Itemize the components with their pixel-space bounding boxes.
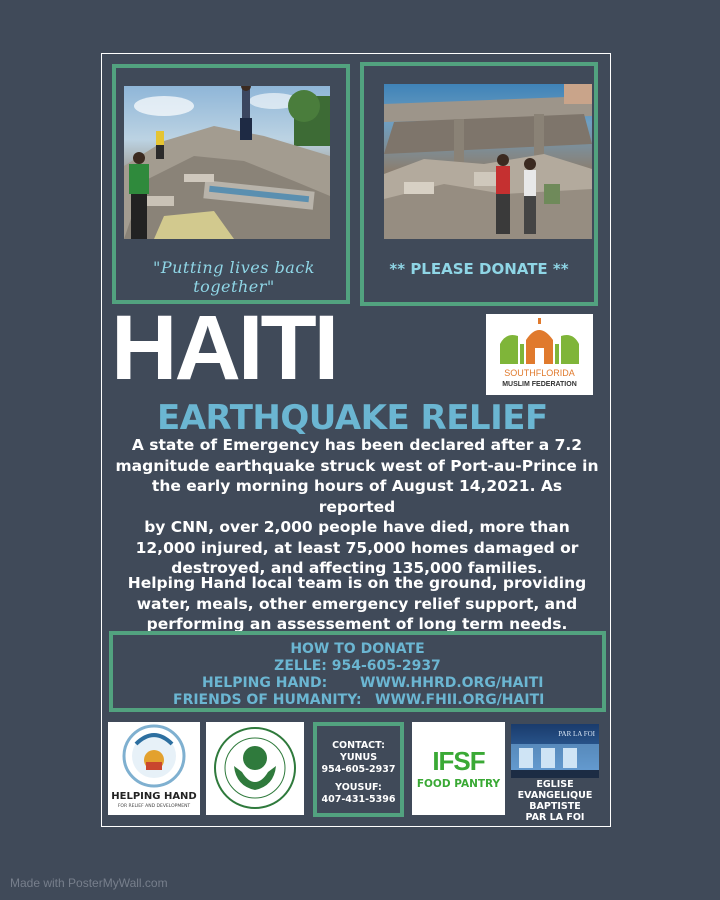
friends-of-humanity-url[interactable]: WWW.FHII.ORG/HAITI bbox=[375, 692, 545, 708]
church-label-line1: EGLISE bbox=[536, 779, 574, 790]
helping-hand-subcaption: FOR RELIEF AND DEVELOPMENT bbox=[117, 804, 191, 809]
postermywall-watermark[interactable]: Made with PosterMyWall.com bbox=[10, 876, 168, 890]
contact-heading: CONTACT: bbox=[332, 740, 385, 751]
friends-of-humanity-hands-globe-icon bbox=[206, 722, 304, 815]
helping-hand-caption: HELPING HAND bbox=[111, 791, 197, 802]
contact-phone-yousuf: 407-431-5396 bbox=[321, 794, 396, 805]
paragraph-line: water, meals, other emergency relief support, and bbox=[136, 594, 578, 613]
paragraph-line: the early morning hours of August 14,2021. As reported bbox=[151, 477, 563, 516]
rubble-photo-right bbox=[384, 84, 592, 239]
paragraph-line: 12,000 injured, at least 75,000 homes damaged or bbox=[135, 538, 579, 557]
headline-haiti: HAITI bbox=[111, 297, 337, 399]
zelle-number: ZELLE: 954-605-2937 bbox=[274, 658, 441, 674]
subheadline-earthquake-relief: EARTHQUAKE RELIEF bbox=[157, 398, 548, 438]
paragraph-line: A state of Emergency has been declared after a 7.2 bbox=[131, 436, 583, 454]
paragraph-line: performing an assessement of long term needs. bbox=[146, 615, 568, 633]
ifsf-caption: FOOD PANTRY bbox=[416, 778, 501, 790]
sfmf-dome-icon bbox=[486, 314, 593, 368]
contact-name-yousuf: YOUSUF: bbox=[335, 782, 382, 793]
paragraph-line: destroyed, and affecting 135,000 families. bbox=[171, 559, 543, 577]
south-florida-muslim-federation-logo bbox=[486, 314, 593, 395]
tagline: "Putting lives back together" bbox=[152, 258, 315, 296]
emergency-paragraph bbox=[111, 435, 603, 579]
how-to-donate-title: HOW TO DONATE bbox=[290, 641, 425, 657]
please-donate-banner: ** PLEASE DONATE ** bbox=[389, 260, 569, 278]
sfmf-logo-line2: MUSLIM FEDERATION bbox=[502, 381, 577, 388]
contact-phone-yunus: 954-605-2937 bbox=[321, 764, 396, 775]
helping-hand-url[interactable]: WWW.HHRD.ORG/HAITI bbox=[360, 675, 544, 691]
church-sign: PAR LA FOI bbox=[558, 730, 595, 738]
helping-hand-logo bbox=[108, 722, 200, 815]
contact-name-yunus: YUNUS bbox=[339, 752, 378, 763]
church-label bbox=[509, 779, 601, 823]
ifsf-food-pantry-logo bbox=[412, 722, 505, 815]
church-photo bbox=[511, 724, 599, 778]
sfmf-logo-line1: SOUTHFLORIDA bbox=[504, 368, 575, 378]
paragraph-line: magnitude earthquake struck west of Port-au-Prince in bbox=[115, 456, 599, 475]
church-label-line2: EVANGELIQUE bbox=[517, 790, 593, 801]
church-label-line4: PAR LA FOI bbox=[525, 812, 585, 823]
friends-of-humanity-label: FRIENDS OF HUMANITY: bbox=[173, 692, 362, 708]
friends-of-humanity-logo bbox=[206, 722, 304, 815]
church-label-line3: BAPTISTE bbox=[529, 801, 581, 812]
helping-hand-label: HELPING HAND: bbox=[202, 675, 328, 691]
paragraph-line: Helping Hand local team is on the ground, providing bbox=[127, 574, 587, 592]
paragraph-line: by CNN, over 2,000 people have died, more than bbox=[144, 518, 570, 536]
helping-hand-paragraph bbox=[111, 573, 603, 635]
ifsf-mark: IFSF bbox=[432, 746, 485, 776]
how-to-donate-box bbox=[109, 631, 606, 712]
contact-box bbox=[313, 722, 404, 817]
rubble-photo-left bbox=[124, 86, 330, 239]
